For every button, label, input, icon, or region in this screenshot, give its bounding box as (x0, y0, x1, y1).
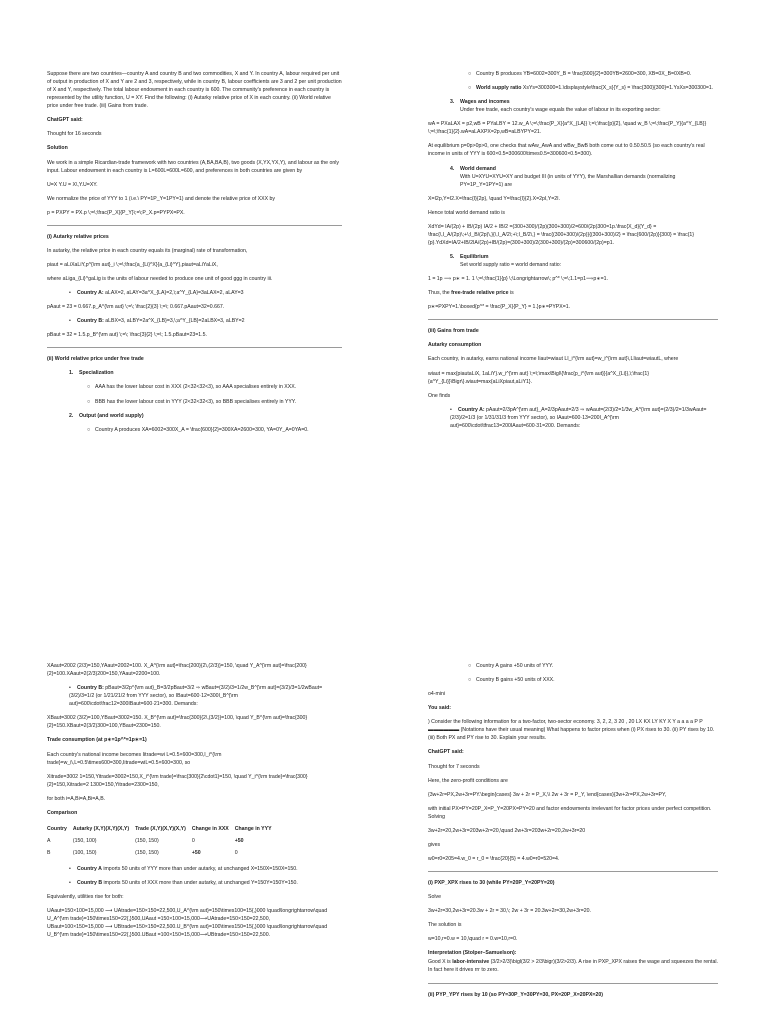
table-cell: B (47, 850, 51, 856)
equilibrium-formula: 1 = 1p ⟹ p∗ = 1. 1 \;=\;\frac{1}{p} \;\Longrightarrow\; p^* \;=\;1.1=p1⟹p∗=1. (428, 276, 609, 283)
equilibrium-text: Set world supply ratio = world demand ratio: (460, 262, 562, 269)
table-row (47, 835, 278, 847)
initial-solution: w0=r0=205=4.w_0 = r_0 = \frac{20}{5} = 4.w0=r0=520=4. (428, 855, 560, 862)
country-a-autarky-price: pAaut = 23 = 0.667.p_A^{\rm aut} \;=\; \frac{2}{3} \;=\; 0.667.pAaut=32=0.667. (47, 304, 225, 311)
gain-a-item: ○ Country A gains +50 units of YYY. (468, 663, 554, 669)
table-header: Change in YYY (234, 825, 272, 832)
section-divider (428, 871, 718, 872)
country-b-autarky-demands: XBaut=3002 (3/2)=100,YBaut=3002=150. X_B^{\rm aut}=\frac{300}{2\,(3/2)}=100, \quad Y_B^{\rm aut}=\frac{300}{2}=150.XBaut=2(3/2)300=100,YBaut=2300=150. (47, 715, 308, 730)
case-i-heading: (i) PXP_XPX rises to 30 (while PY=20P_Y=20PY=20) (428, 880, 555, 886)
country-a-coefficients: • Country A: aLAX=2, aLAY=3a^X_{LA}=2,\;a^Y_{LA}=3aLAX=2, aLAY=3 (69, 290, 244, 297)
case-ii-heading: (ii) PYP_YPY rises by 10 (so PY=30P_Y=30PY=30, PX=20P_X=20PX=20) (428, 991, 603, 998)
world-supply-ratio-item: ○ World supply ratio XsYs=300300=1.\displaystyle\frac{X_s}{Y_s} = \frac{300}{300}=1.YsXs=300300=1. (468, 85, 714, 92)
utility-a: UAaut=150×100=15,000 ⟶ UAtrade=150×150=22,500,U_A^{\rm aut}=150\times100=15{,}000 \quad\longrightarrow\quad U_A^{\rm trade}=150\times150=22{,}500,UAaut =150×100=15,000⟶UAtrade=150×150=22,500, (47, 908, 328, 923)
wages-heading: 3. Wages and incomes (450, 99, 510, 106)
comparison-heading: Comparison (47, 809, 78, 816)
solution-heading: Solution (47, 145, 68, 152)
page2-left-column (47, 662, 342, 946)
world-demand-text: With U=XYU=XYU=XY and budget III (in units of YYY), the Marshallian demands (normalizing PY=1P_Y=1PY=1) are (460, 173, 676, 188)
solution-is-label: The solution is (428, 922, 462, 929)
model-name: o4-mini (428, 691, 446, 698)
table-cell: 0 (234, 850, 238, 856)
autarky-consumption-heading: Autarky consumption (428, 342, 482, 349)
trade-consumption-heading: Trade consumption (at p∗=1p^*=1p∗=1) (47, 737, 147, 744)
setup-paragraph: We work in a simple Ricardian-trade framework with two countries (A,BA,BA,B), two goods (X,YX,YX,Y), and labour as the only input. Labour endowment in each country is L=600L=600L=600, and preferences in both countries are given by (47, 159, 339, 174)
you-said-label: You said: (428, 705, 451, 712)
free-trade-price-text: Thus, the free-trade relative price is (428, 290, 514, 297)
table-header: Trade (X,Y)(X,Y)(X,Y) (135, 825, 186, 832)
user-question: ) Consider the following information for a two-factor, two-sector economy. 3, 2, 2, 3 20 , 20 LX KX LY KY X Y a a a a P P ▬▬▬▬▬▬ (Notations have their usual meaning) What happens to factor prices when (i) PX rises to 30. (ii) PY rises by 10. (iii) Both PX and PY rise to 30. Explain your results. (428, 719, 715, 742)
table-header: Change in XXX (191, 825, 229, 832)
demand-ratio-formula: XdYd= IA/(2p) + IB/(2p) IA/2 + IB/2 =(300+300)/(2p)(300+300)/2=600/(2p)300=1p.\frac{X_d}{Y_d} = \frac{\,I_A/(2p)\;+\;I_B/(2p)\,}{\,I_A/2\;+\;I_B/2\,} = \frac{(300+300)/(2p)}{(300+300)/2} = \frac{600/(2p)}{300} = \frac{1}{p}.YdXd=IA/2+IB/2IA/(2p)+IB/(2p)=(300+300)/2(300+300)/(2p)=300600/(2p)=p1. (428, 223, 695, 246)
wages-text: Under free trade, each country's wage equals the value of labour in its exporting sector: (460, 107, 661, 114)
one-finds: One finds (428, 392, 451, 399)
chatgpt-said-label: ChatGPT said: (428, 749, 464, 756)
world-price-heading: (ii) World relative price under free trade (47, 356, 144, 363)
section-divider (428, 319, 718, 320)
imports-country-b: • Country B imports 50 units of XXX more than under autarky, at unchanged Y=150Y=150Y=150. (69, 880, 298, 887)
specialization-item: 1. Specialization (69, 370, 114, 377)
imports-country-a: • Country A imports 50 units of YYY more than under autarky, at unchanged X=150X=150X=150. (69, 866, 298, 873)
wages-formula: wA = PXaLAX = p2,wB = PYaLBY = 12.w_A \;=\;\frac{P_X}{a^X_{LA}} \;=\;\frac{p}{2}, \quad w_B \;=\;\frac{P_Y}{a^Y_{LB}} \;=\;\frac{1}{2}.wA=aLAXPX=2p,wB=aLBYPY=21. (428, 121, 707, 136)
autarky-where: where aLiga_{Li}^gaLig is the units of labour needed to produce one unit of good ggg in country iii. (47, 276, 273, 282)
gives-label: gives (428, 841, 441, 848)
zero-profit-system: {3w+2r=PX,2w+3r=PY.\begin{cases} 3w + 2r = P_X,\\ 2w + 3r = P_Y, \end{cases}{3w+2r=PX,2w+3r=PY, (428, 791, 667, 798)
table-cell: (150, 150) (135, 837, 159, 844)
thought-duration: Thought for 7 seconds (428, 763, 480, 770)
demand-formula: X=I2p,Y=I2.X=\frac{I}{2p}, \quad Y=\frac{I}{2}.X=2pI,Y=2I. (428, 195, 561, 202)
table-cell: +50 (191, 850, 201, 856)
price-definition: p = PXPY = PX.p \;=\;\frac{P_X}{P_Y}\;=\;P_X.p=PYPX=PX. (47, 209, 185, 216)
trade-consumption-formula: Xitrade=3002 1=150,Yitrade=3002=150,X_i^{\rm trade}=\frac{300}{2\cdot1}=150, \quad Y_i^{\rm trade}=\frac{300}{2}=150,Xitrade=2 1300=150,Yitrade=2300=150, (47, 773, 308, 788)
utilities-intro: Equivalently, utilities rise for both: (47, 894, 124, 901)
table-cell: A (47, 837, 51, 844)
initial-system: 3w+2r=20,2w+3r=203w+2r=20,\quad 2w+3r=203w+2r=20,2w+3r=20 (428, 827, 586, 834)
world-demand-heading: 4. World demand (450, 165, 496, 172)
table-cell: (150, 150) (135, 850, 159, 856)
country-a-autarky-demands: XAaut=2002 (2/3)=150,YAaut=2002=100. X_A^{\rm aut}=\frac{200}{2\,(2/3)}=150, \quad Y_A^{\rm aut}=\frac{200}{2}=100.XAaut=2(2/3)200=150,YAaut=2200=100. (47, 663, 307, 678)
autarky-formula: piaut = aLiXaLiY,p^{\rm aut}_i \;=\;\frac{a_{Li}^X}{a_{Li}^Y},piaut=aLiYaLiX, (47, 261, 218, 268)
question-text: Suppose there are two countries—country A and country B and two commodities, X and Y. In country A, labour required per unit of output in production of X and Y are 2 and 3, respectively, while in country B, labour coefficients are 3 and 2 per unit production of X and Y, respectively. The total labour endowment in each country is 600. The community's preference in each country is represented by the utility function, U = XY. Find the following: (i) Autarky relative price of X in each country. (ii) World relative price under free trade. (iii) Gains from trade. (47, 71, 342, 110)
table-cell: (150, 100) (72, 837, 97, 844)
table-cell: 0 (191, 837, 195, 844)
country-b-autarky-price: pBaut = 32 = 1.5.p_B^{\rm aut} \;=\; \frac{3}{2} \;=\; 1.5.pBaut=23=1.5. (47, 332, 207, 339)
spec-a-item: ○ AAA has the lower labour cost in XXX (2<32<32<3), so AAA specialises entirely in XXX. (87, 384, 297, 391)
case-i-solution: w=10,r=0.w = 10,\quad r = 0.w=10,r=0. (428, 936, 518, 943)
section-divider (428, 983, 718, 984)
trade-consumption-for: for both i=A,Bi=A,Bi=A,B. (47, 795, 106, 802)
table-cell: +50 (234, 837, 244, 844)
table-cell: (100, 150) (72, 850, 97, 856)
zero-profit-intro: Here, the zero-profit conditions are (428, 777, 508, 784)
country-b-coefficients: • Country B: aLBX=3, aLBY=2a^X_{LB}=3,\;a^Y_{LB}=2aLBX=3, aLBY=2 (69, 318, 245, 325)
autarky-consumption-text: Each country, in autarky, earns national income Iiaut=wiaut LI_i^{\rm aut}=w_i^{\rm aut}\,LIiaut=wiautL, where (428, 356, 679, 363)
autarky-wage-formula: wiaut = max⁡{piautaLiX, 1aLiY}.w_i^{\rm aut} \;=\;\max\Bigl\{\frac{p_i^{\rm aut}}{a^X_{Li}},\;\frac{1}{a^Y_{Li}}\Bigr\}.wiaut=max{aLiXpiaut,aLiY1}. (428, 370, 649, 385)
utility-b: UBaut=100×150=15,000 ⟶ UBtrade=150×150=22,500.U_B^{\rm aut}=100\times150=15{,}000 \quad\longrightarrow\quad U_B^{\rm trade}=150\times150=22{,}500.UBaut =100×150=15,000⟶UBtrade=150×150=22,500. (47, 924, 328, 939)
table-header-row (47, 823, 278, 835)
spec-b-item: ○ BBB has the lower labour cost in YYY (2<32<32<3), so BBB specialises entirely in YYY. (87, 398, 297, 405)
table-header: Autarky (X,Y)(X,Y)(X,Y) (72, 825, 130, 832)
table-header: Country (47, 825, 67, 832)
normalize-paragraph: We normalize the price of YYY to 1 (i.e.\ PY=1P_Y=1PY=1) and denote the relative price of XXX by (47, 195, 275, 202)
interpretation-heading: Interpretation (Stolper–Samuelson): (428, 950, 517, 957)
wages-equilibrium: At equilibrium p=0p>0p>0, one checks that wAw_AwA and wBw_BwB both come out to 0.50.50.5 (so each country's real income in units of YYY is 600×0.5=300600\times0.5=300600×0.5=300). (428, 143, 705, 158)
output-a-item: ○ Country A produces XA=6002=300X_A = \frac{600}{2}=300XA=2600=300, YA=0Y_A=0YA=0. (87, 426, 309, 433)
solve-label: Solve (428, 894, 441, 901)
case-i-system: 3w+2r=30,2w+3r=20.3w + 2r = 30,\; 2w + 3r = 20.3w+2r=30,2w+3r=20. (428, 908, 591, 915)
demand-ratio-text: Hence total world demand ratio is (428, 209, 505, 216)
section-divider (47, 225, 342, 226)
country-b-autarky: • Country B: pBaut=3/2p^{\rm aut}_B=3/2pBaut=3/2 ⇒ wBaut=(3/2)/3=1/2w_B^{\rm aut}=(3/2)/3=1/2wBaut=(3/2)/3=1/2 (or 1/21/21/2 from YYY sector), so IBaut=600⋅12=300I_B^{\rm aut}=600\cdot\frac12=300IBaut=600⋅21=300. Demands: (69, 685, 323, 708)
equilibrium-heading: 5. Equilibrium (450, 254, 489, 260)
trade-consumption-text: Each country's national income becomes Iitrade=wi L=0.5×600=300,I_i^{\rm trade}=w_i\,L=0.5\times600=300,Iitrade=wiL=0.5×600=300, so (47, 751, 222, 766)
section-divider (47, 347, 342, 348)
gains-heading: (iii) Gains from trade (428, 328, 479, 335)
output-item: 2. Output (and world supply) (69, 412, 144, 419)
interpretation-text: Good X is labor-intensive (3/2>2/3)\bigl(3/2 > 2/3\bigr)(3/2>2/3). A rise in PXP_XPX raises the wage and squeezes the rental. In fact here it drives rrr to zero. (428, 959, 718, 974)
utility-formula: U=X Y.U = X\,Y.U=XY. (47, 181, 98, 188)
table-row (47, 847, 278, 859)
initial-prices: with initial PX=PY=20P_X=P_Y=20PX=PY=20 and factor endowments irrelevant for factor prices under perfect competition. Solving (428, 805, 712, 820)
thought-duration: Thought for 16 seconds (47, 131, 102, 138)
gain-b-item: ○ Country B gains +50 units of XXX. (468, 677, 555, 684)
autarky-heading: (i) Autarky relative prices (47, 233, 109, 240)
free-trade-price: p∗=PXPY=1.\boxed{p^* = \frac{P_X}{P_Y} = 1.}p∗=PYPX=1. (428, 304, 571, 311)
page2-right-column (428, 662, 718, 1005)
gains-country-a: • Country A: pAaut=2/3pA^{\rm aut}_A=2/3pAaut=2/3 ⇒ wAaut=(2/3)/2=1/3w_A^{\rm aut}=(2/3)/2=1/3wAaut=(2/3)/2=1/3 (or 1/31/31/3 from YYY sector), so IAaut=600⋅13=200I_A^{\rm aut}=600\cdot\tfrac13=200IAaut=600⋅31=200. Demands: (450, 406, 707, 429)
autarky-intro: In autarky, the relative price in each country equals its (marginal) rate of transformation, (47, 247, 248, 254)
page1-left-column (47, 70, 342, 440)
chatgpt-said-label: ChatGPT said: (47, 117, 83, 124)
page1-right-column (428, 70, 718, 436)
comparison-table (47, 823, 278, 859)
output-b-item: ○ Country B produces YB=6002=300Y_B = \frac{600}{2}=300YB=2600=300, XB=0X_B=0XB=0. (468, 71, 692, 77)
